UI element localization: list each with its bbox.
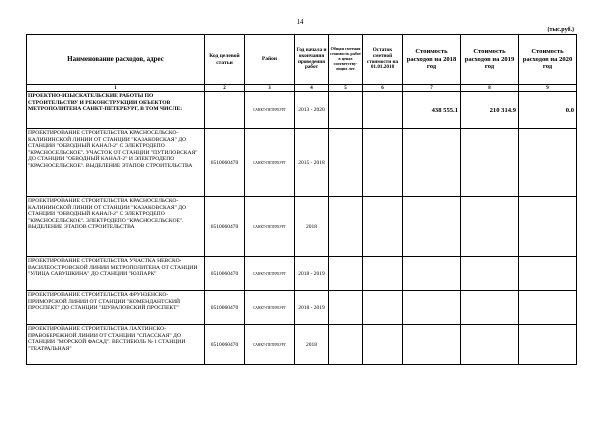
header-district: Район (245, 35, 295, 85)
row-total-cost (329, 129, 363, 197)
row-cost-2020 (519, 291, 577, 325)
column-number: 5 (329, 85, 363, 92)
row-district: САНКТ-ПЕТЕРБУРГ (245, 325, 295, 365)
header-years: Год начала и окончания проведения работ (295, 35, 329, 85)
header-name: Наименование расходов, адрес (27, 35, 205, 85)
row-cost-2019 (461, 257, 519, 291)
row-district: САНКТ-ПЕТЕРБУРГ (245, 257, 295, 291)
row-years: 2018 (295, 197, 329, 257)
row-years: 2018 - 2019 (295, 257, 329, 291)
column-number: 1 (27, 85, 205, 92)
column-number: 3 (245, 85, 295, 92)
row-cost-2020 (519, 129, 577, 197)
row-remainder (363, 92, 403, 129)
row-district: САНКТ-ПЕТЕРБУРГ (245, 129, 295, 197)
table-row (27, 197, 577, 257)
row-cost-2020 (519, 197, 577, 257)
row-remainder (363, 197, 403, 257)
row-years: 2013 - 2020 (295, 92, 329, 129)
page-number: 14 (296, 18, 304, 26)
table-row (27, 291, 577, 325)
row-cost-2020 (519, 325, 577, 365)
row-name: ПРОЕКТИРОВАНИЕ СТРОИТЕЛЬСТВА ЛАХТИНСКО-ПРАВОБЕРЕЖНОЙ ЛИНИИ ОТ СТАНЦИИ "СПАССКАЯ" ДО СТАНЦИИ "МОРСКОЙ ФАСАД". ВЕСТИБЮЛЬ № 1 СТАНЦИИ "ТЕАТРАЛЬНАЯ" (27, 325, 205, 365)
row-code: 0510060470 (205, 197, 245, 257)
table-row (27, 325, 577, 365)
row-cost-2018: 438 555.1 (403, 92, 461, 129)
row-name: ПРОЕКТНО-ИЗЫСКАТЕЛЬСКИЕ РАБОТЫ ПО СТРОИТЕЛЬСТВУ И РЕКОНСТРУКЦИИ ОБЪЕКТОВ МЕТРОПОЛИТЕНА САНКТ-ПЕТЕРБУРГ, В ТОМ ЧИСЛЕ: (27, 92, 205, 129)
row-total-cost (329, 291, 363, 325)
column-numbers-row (27, 85, 577, 92)
row-cost-2019 (461, 291, 519, 325)
row-total-cost (329, 92, 363, 129)
column-number: 4 (295, 85, 329, 92)
row-cost-2019 (461, 197, 519, 257)
row-code (205, 92, 245, 129)
row-district: САНКТ-ПЕТЕРБУРГ (245, 291, 295, 325)
row-total-cost (329, 325, 363, 365)
row-cost-2018 (403, 257, 461, 291)
row-name: ПРОЕКТИРОВАНИЕ СТРОИТЕЛЬСТВА ФРУНЗЕНСКО-ПРИМОРСКОЙ ЛИНИИ ОТ СТАНЦИИ "КОМЕНДАНТСКИЙ ПРОСПЕКТ" ДО СТАНЦИИ "ШУВАЛОВСКИЙ ПРОСПЕКТ" (27, 291, 205, 325)
row-cost-2018 (403, 291, 461, 325)
header-row (27, 35, 577, 85)
header-total-cost: Общая сметная стоимость работ в ценах соответству-ющих лет (329, 35, 363, 85)
header-remainder: Остаток сметной стоимости на 01.01.2018 (363, 35, 403, 85)
header-cost-2018: Стоимость расходов на 2018 год (403, 35, 461, 85)
row-name: ПРОЕКТИРОВАНИЕ СТРОИТЕЛЬСТВА КРАСНОСЕЛЬСКО-КАЛИНИНСКОЙ ЛИНИИ ОТ СТАНЦИИ "КАЗАКОВСКАЯ" ДО СТАНЦИИ "ОБВОДНЫЙ КАНАЛ-2" С ЭЛЕКТРОДЕПО "КРАСНОСЕЛЬСКОЕ". УЧАСТОК ОТ СТАНЦИИ "ПУТИЛОВСКАЯ" ДО СТАНЦИИ "ОБВОДНЫЙ КАНАЛ-2" И ЭЛЕКТРОДЕПО "КРАСНОСЕЛЬСКОЕ". ВЫДЕЛЕНИЕ ЭТАПОВ СТРОИТЕЛЬСТВА (27, 129, 205, 197)
row-code: 0510060470 (205, 291, 245, 325)
unit-label: (тыс.руб.) (547, 27, 574, 33)
row-years: 2018 - 2019 (295, 291, 329, 325)
column-number: 8 (461, 85, 519, 92)
row-remainder (363, 257, 403, 291)
row-years: 2018 (295, 325, 329, 365)
row-district: САНКТ-ПЕТЕРБУРГ (245, 197, 295, 257)
column-number: 7 (403, 85, 461, 92)
row-cost-2019: 210 314.9 (461, 92, 519, 129)
table-row (27, 92, 577, 129)
header-cost-2019: Стоимость расходов на 2019 год (461, 35, 519, 85)
header-code: Код целевой статьи (205, 35, 245, 85)
column-number: 2 (205, 85, 245, 92)
header-cost-2020: Стоимость расходов на 2020 год (519, 35, 577, 85)
row-code: 0510060470 (205, 257, 245, 291)
row-cost-2018 (403, 129, 461, 197)
table-row (27, 129, 577, 197)
row-total-cost (329, 257, 363, 291)
row-remainder (363, 291, 403, 325)
row-total-cost (329, 197, 363, 257)
column-number: 6 (363, 85, 403, 92)
row-cost-2019 (461, 129, 519, 197)
row-code: 0510060470 (205, 325, 245, 365)
row-cost-2020 (519, 257, 577, 291)
row-cost-2020: 0.0 (519, 92, 577, 129)
row-cost-2019 (461, 325, 519, 365)
row-code: 0510060470 (205, 129, 245, 197)
row-district: САНКТ-ПЕТЕРБУРГ (245, 92, 295, 129)
row-remainder (363, 129, 403, 197)
expenses-table (26, 34, 577, 365)
row-name: ПРОЕКТИРОВАНИЕ СТРОИТЕЛЬСТВА УЧАСТКА НЕВСКО-ВАСИЛЕОСТРОВСКОЙ ЛИНИИ МЕТРОПОЛИТЕНА ОТ СТАНЦИИ "УЛИЦА САВУШКИНА" ДО СТАНЦИИ "ЮЗПАРК" (27, 257, 205, 291)
row-years: 2015 - 2018 (295, 129, 329, 197)
table-row (27, 257, 577, 291)
row-cost-2018 (403, 325, 461, 365)
row-cost-2018 (403, 197, 461, 257)
row-remainder (363, 325, 403, 365)
column-number: 9 (519, 85, 577, 92)
row-name: ПРОЕКТИРОВАНИЕ СТРОИТЕЛЬСТВА КРАСНОСЕЛЬСКО-КАЛИНИНСКОЙ ЛИНИИ ОТ СТАНЦИИ "КАЗАКОВСКАЯ" ДО СТАНЦИИ "ОБВОДНЫЙ КАНАЛ-2" С ЭЛЕКТРОДЕПО "КРАСНОСЕЛЬСКОЕ". ЭЛЕКТРОДЕПО "КРАСНОСЕЛЬСКОЕ". ВЫДЕЛЕНИЕ ЭТАПОВ СТРОИТЕЛЬСТВА (27, 197, 205, 257)
